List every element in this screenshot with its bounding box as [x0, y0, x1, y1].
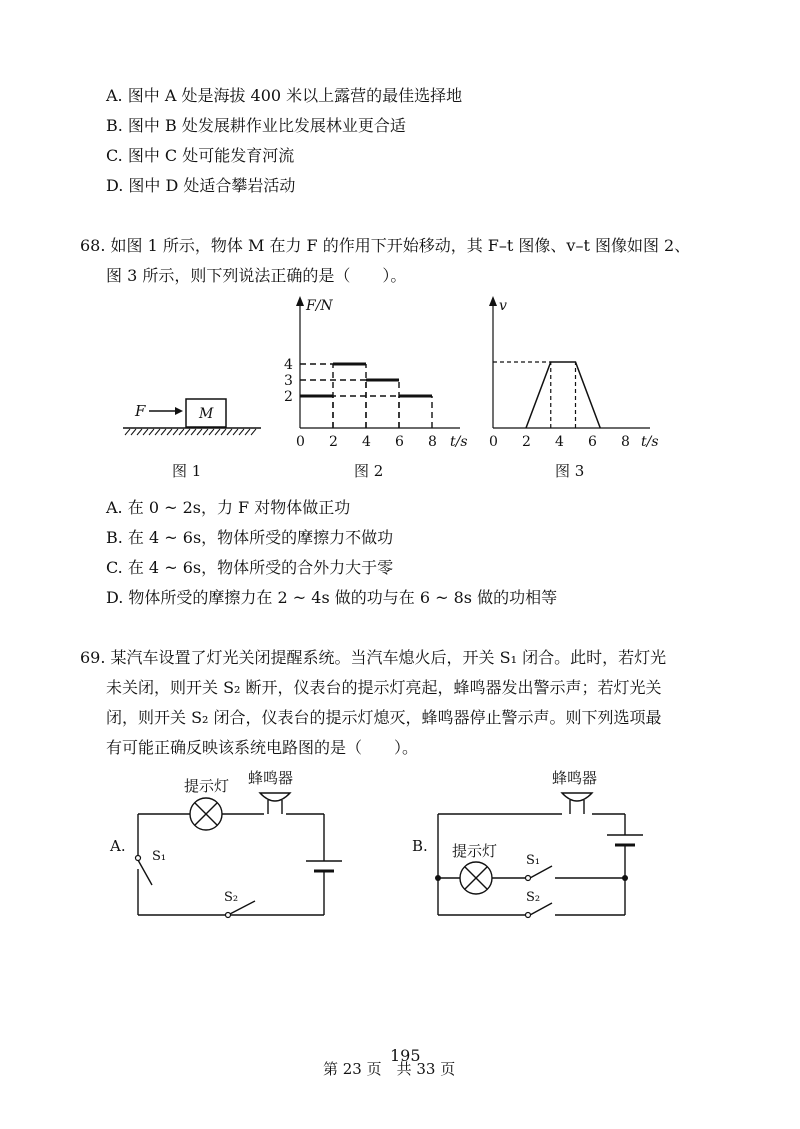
circuit-b-s2-label: S₂	[526, 890, 541, 905]
figure-1	[115, 385, 265, 445]
figure-2-chart	[270, 292, 475, 457]
fig2-x-tick: 4	[362, 434, 371, 450]
circuit-a-s1-label: S₁	[152, 849, 167, 864]
prev-option-b: B. 图中 B 处发展耕作业比发展林业更合适	[106, 116, 406, 135]
fig3-x-tick: 6	[588, 434, 597, 450]
fig2-y-tick: 3	[284, 373, 293, 389]
fig2-y-tick: 2	[284, 389, 293, 405]
circuit-b-lamp-label: 提示灯	[452, 842, 498, 860]
q68-option-c: C. 在 4 ~ 6s，物体所受的合外力大于零	[106, 558, 394, 577]
fig2-x-tick: 6	[395, 434, 404, 450]
fig3-x-tick: 2	[522, 434, 531, 450]
fig2-x-tick: 8	[428, 434, 437, 450]
fig1-block-label: M	[199, 406, 214, 422]
circuit-a-switch-s1	[138, 860, 152, 885]
prev-option-c: C. 图中 C 处可能发育河流	[106, 146, 295, 165]
q69-stem-line3: 闭，则开关 S₂ 闭合，仪表台的提示灯熄灭，蜂鸣器停止警示声。则下列选项最	[106, 708, 662, 727]
circuit-a	[100, 765, 350, 925]
fig2-x-tick: 0	[296, 434, 305, 450]
circuit-b-option: B.	[412, 837, 428, 855]
circuit-a-option: A.	[110, 837, 126, 855]
page-stamp: 195	[390, 1046, 421, 1065]
fig3-x-tick: 8	[621, 434, 630, 450]
page-number: 第 23 页 共 33 页	[323, 1060, 456, 1078]
fig3-y-label: v	[499, 298, 507, 314]
circuit-a-lamp-label: 提示灯	[184, 777, 230, 795]
fig2-y-tick: 4	[284, 357, 293, 373]
circuit-a-buzzer	[260, 793, 290, 801]
fig3-y-arrow	[489, 296, 497, 306]
prev-option-d: D. 图中 D 处适合攀岩活动	[106, 176, 296, 195]
circuit-b-buzzer	[562, 793, 592, 801]
q69-stem-line1: 69. 某汽车设置了灯光关闭提醒系统。当汽车熄火后，开关 S₁ 闭合。此时，若灯光	[80, 648, 667, 667]
fig2-y-label: F/N	[306, 298, 333, 314]
circuit-b-buzzer-label: 蜂鸣器	[552, 769, 598, 787]
fig2-x-tick: 2	[329, 434, 338, 450]
fig1-ground-hatch	[125, 429, 256, 435]
fig3-x-tick: 0	[489, 434, 498, 450]
circuit-a-buzzer-label: 蜂鸣器	[248, 769, 294, 787]
q68-stem-line1: 68. 如图 1 所示，物体 M 在力 F 的作用下开始移动，其 F–t 图像、v–t 图像如图 2、	[80, 236, 691, 255]
fig1-force-label: F	[135, 402, 146, 420]
fig3-caption: 图 3	[555, 462, 585, 480]
q68-option-b: B. 在 4 ~ 6s，物体所受的摩擦力不做功	[106, 528, 394, 547]
fig1-arrow-head	[175, 407, 183, 415]
figure-3-chart	[465, 292, 670, 457]
prev-option-a: A. 图中 A 处是海拔 400 米以上露营的最佳选择地	[106, 86, 463, 105]
fig3-series-line	[526, 362, 600, 428]
q69-stem-line2: 未关闭，则开关 S₂ 断开，仪表台的提示灯亮起，蜂鸣器发出警示声；若灯光关	[106, 678, 662, 697]
q68-option-a: A. 在 0 ~ 2s，力 F 对物体做正功	[106, 498, 351, 517]
fig1-caption: 图 1	[172, 462, 202, 480]
circuit-b-s1-label: S₁	[526, 853, 541, 868]
circuit-a-s2-label: S₂	[224, 890, 239, 905]
fig3-x-tick: 4	[555, 434, 564, 450]
fig2-x-label: t/s	[450, 434, 468, 450]
circuit-b	[400, 765, 660, 925]
q69-stem-line4: 有可能正确反映该系统电路图的是（ ）。	[106, 738, 419, 757]
q68-stem-line2: 图 3 所示，则下列说法正确的是（ ）。	[106, 266, 407, 285]
fig2-y-arrow	[296, 296, 304, 306]
q68-option-d: D. 物体所受的摩擦力在 2 ~ 4s 做的功与在 6 ~ 8s 做的功相等	[106, 588, 558, 607]
fig2-caption: 图 2	[354, 462, 384, 480]
fig3-x-label: t/s	[641, 434, 659, 450]
